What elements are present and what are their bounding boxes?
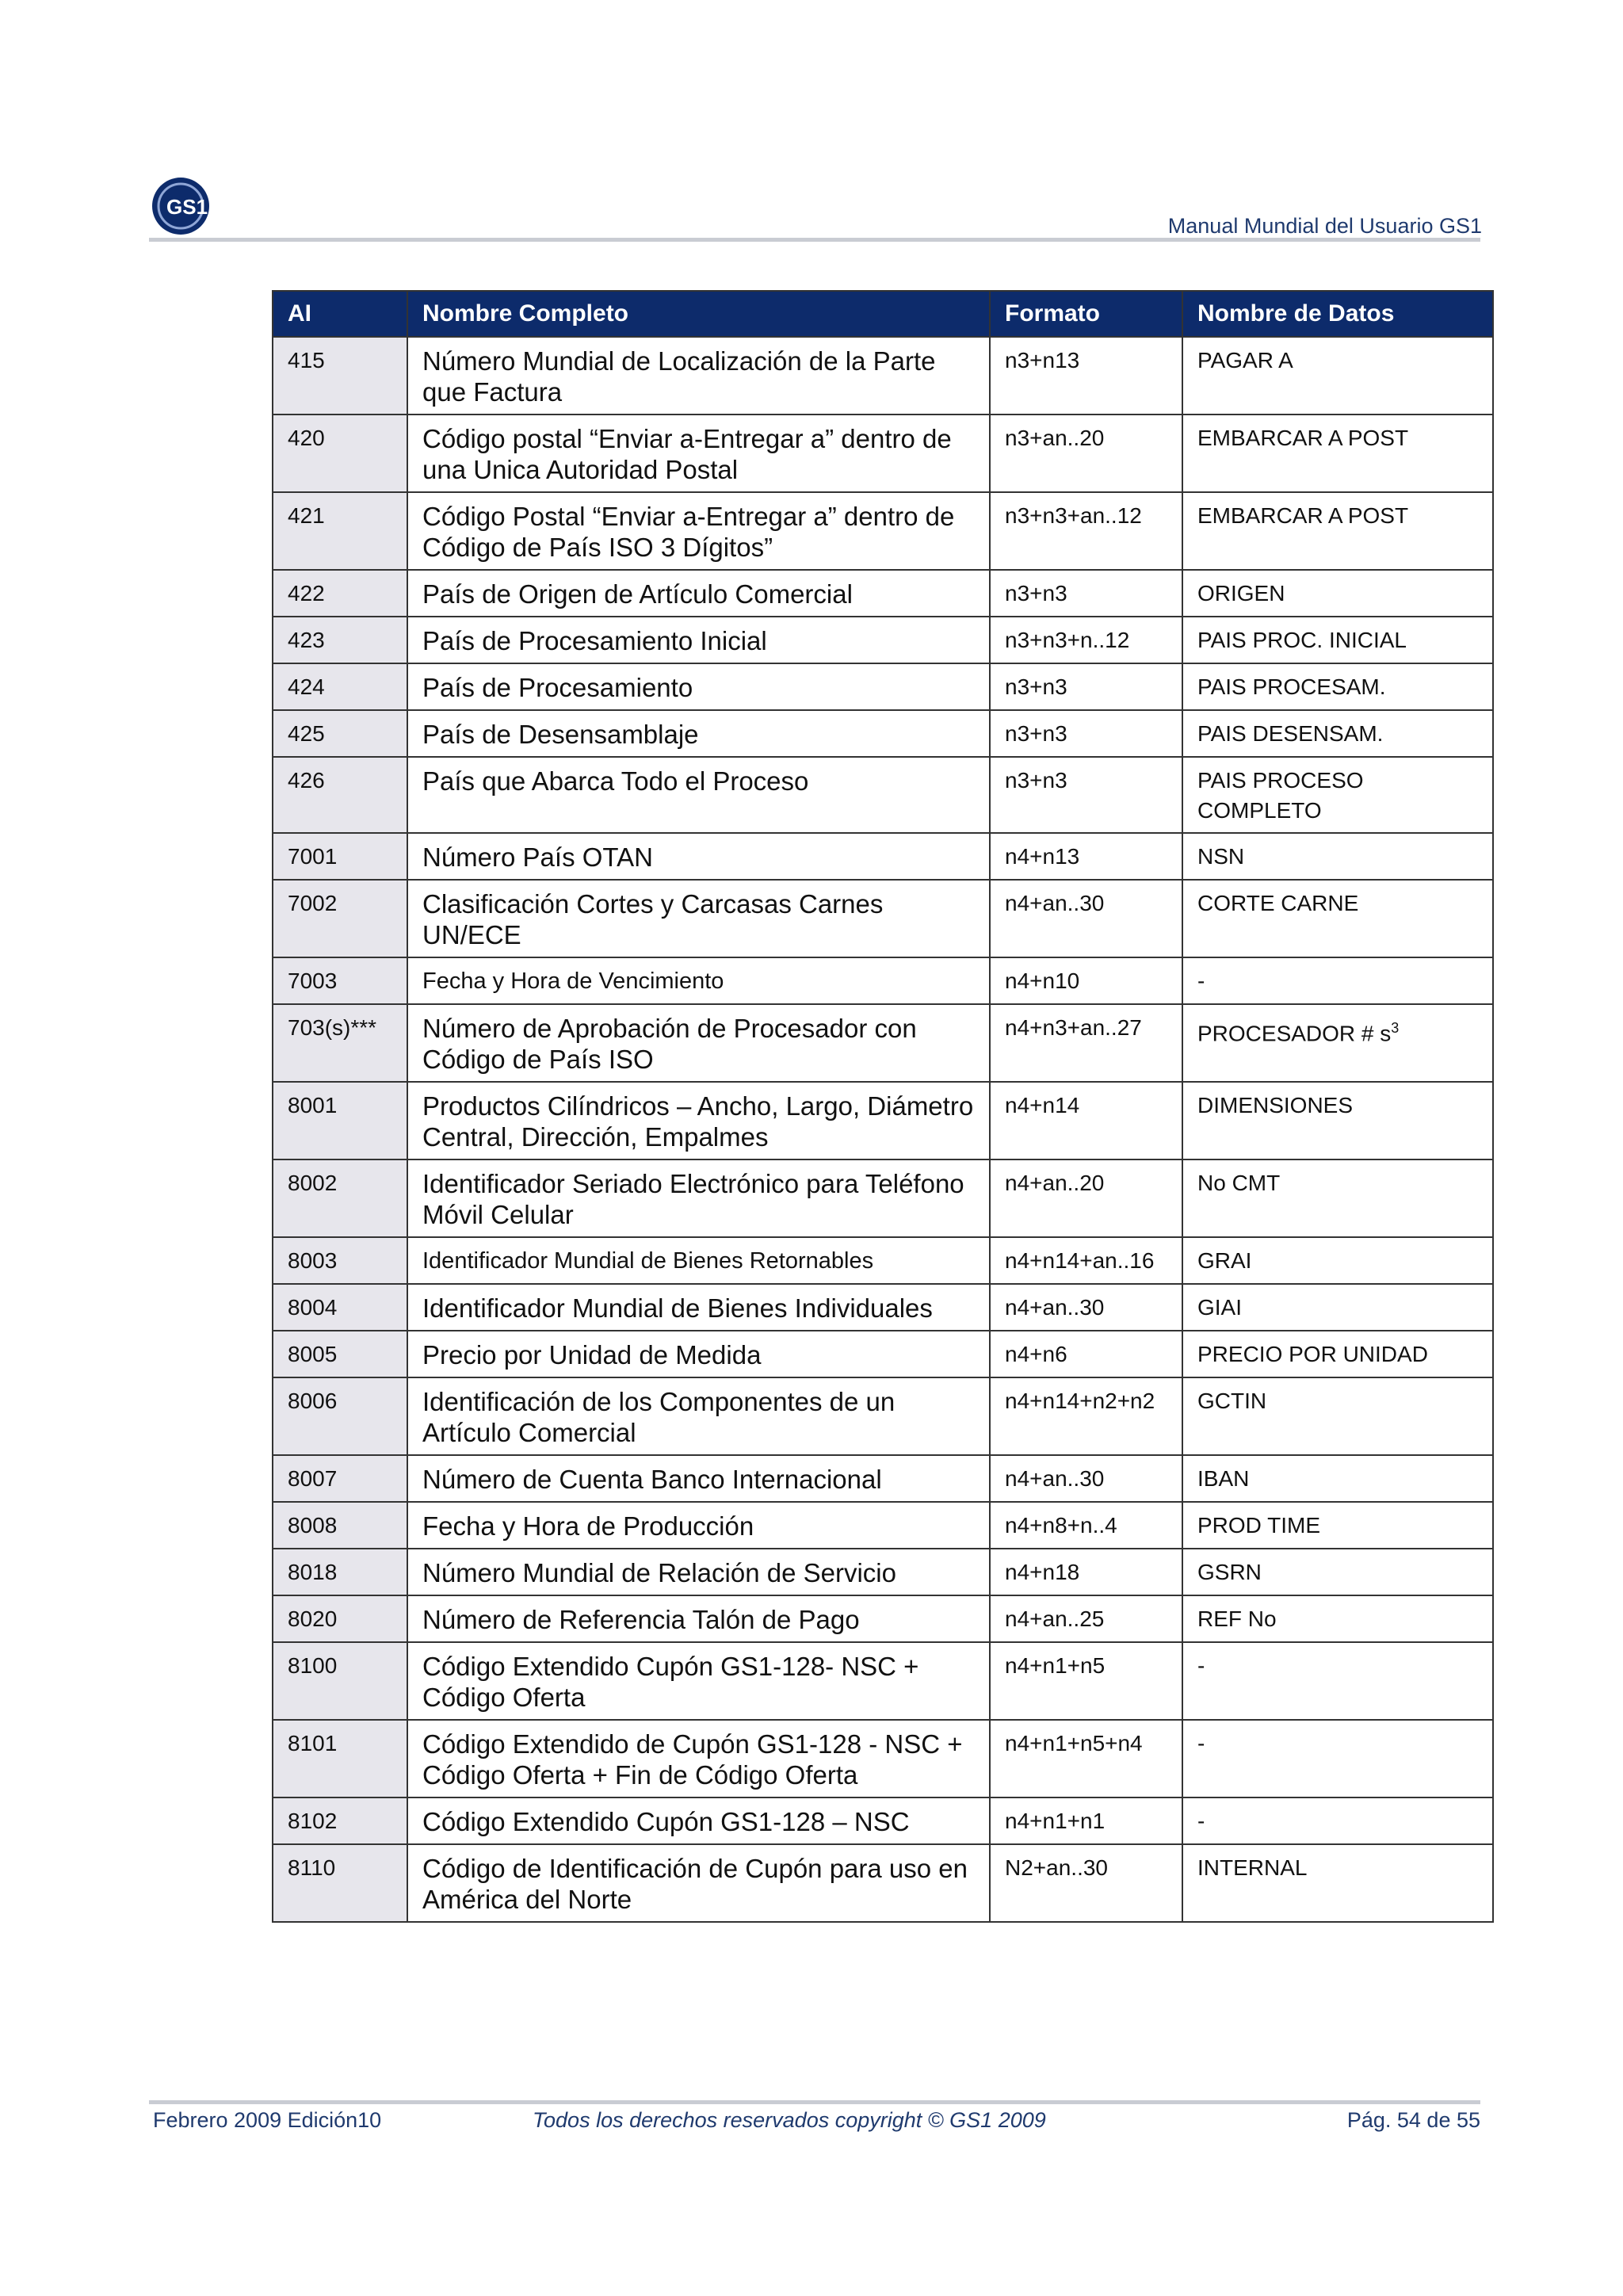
data-name-text: PAGAR A — [1197, 348, 1293, 372]
ai-code: 422 — [273, 570, 407, 617]
table-row — [273, 1377, 1493, 1455]
table-row — [273, 710, 1493, 757]
full-name: Número Mundial de Relación de Servicio — [407, 1549, 990, 1595]
data-name-text: REF No — [1197, 1606, 1277, 1631]
format: n3+n13 — [990, 337, 1182, 415]
format: n4+an..30 — [990, 880, 1182, 957]
full-name: País de Desensamblaje — [407, 710, 990, 757]
table-row — [273, 1455, 1493, 1502]
full-name: Código Extendido de Cupón GS1-128 - NSC + Código Oferta + Fin de Código Oferta — [407, 1720, 990, 1797]
format: n3+n3+n..12 — [990, 617, 1182, 663]
ai-code: 8007 — [273, 1455, 407, 1502]
full-name: Código de Identificación de Cupón para uso en América del Norte — [407, 1844, 990, 1922]
format: n4+n13 — [990, 833, 1182, 880]
ai-code: 8005 — [273, 1331, 407, 1377]
data-name-text: INTERNAL — [1197, 1855, 1308, 1880]
data-name-cell — [1182, 957, 1493, 1004]
data-name-text: PROCESADOR # s — [1197, 1021, 1392, 1046]
data-name-cell — [1182, 757, 1493, 833]
format: n4+n14+an..16 — [990, 1237, 1182, 1284]
table-body — [273, 337, 1493, 1922]
data-name-text: - — [1197, 968, 1205, 993]
table-row — [273, 880, 1493, 957]
format: n3+n3 — [990, 663, 1182, 710]
data-name-text: GSRN — [1197, 1560, 1262, 1584]
data-name-text: EMBARCAR A POST — [1197, 503, 1409, 528]
table-row — [273, 1549, 1493, 1595]
data-name-text: PAIS PROC. INICIAL — [1197, 628, 1407, 652]
format: n4+n3+an..27 — [990, 1004, 1182, 1082]
ai-table — [272, 290, 1494, 1923]
data-name-cell — [1182, 1377, 1493, 1455]
data-name-text: DIMENSIONES — [1197, 1093, 1354, 1117]
ai-code: 8110 — [273, 1844, 407, 1922]
logo-text: GS1 — [166, 195, 208, 219]
format: n4+n1+n5+n4 — [990, 1720, 1182, 1797]
full-name: Fecha y Hora de Vencimiento — [407, 957, 990, 1004]
ai-code: 7002 — [273, 880, 407, 957]
data-name-text: GCTIN — [1197, 1389, 1267, 1413]
format: n4+n1+n5 — [990, 1642, 1182, 1720]
format: n4+n18 — [990, 1549, 1182, 1595]
data-name-text: No CMT — [1197, 1171, 1281, 1195]
ai-code: 8006 — [273, 1377, 407, 1455]
data-name-cell — [1182, 1502, 1493, 1549]
data-name-cell — [1182, 1595, 1493, 1642]
data-name-text: - — [1197, 1653, 1205, 1678]
table-row — [273, 1502, 1493, 1549]
data-name-cell — [1182, 1237, 1493, 1284]
ai-code: 8102 — [273, 1797, 407, 1844]
format: n4+n10 — [990, 957, 1182, 1004]
table-row — [273, 1082, 1493, 1159]
table-row — [273, 957, 1493, 1004]
table-row — [273, 833, 1493, 880]
full-name: Código Extendido Cupón GS1-128 – NSC — [407, 1797, 990, 1844]
full-name: País de Procesamiento Inicial — [407, 617, 990, 663]
ai-code: 8002 — [273, 1159, 407, 1237]
data-name-cell — [1182, 833, 1493, 880]
data-name-cell — [1182, 1549, 1493, 1595]
gs1-logo — [151, 173, 222, 239]
data-name-text: ORIGEN — [1197, 581, 1285, 606]
table-row — [273, 1642, 1493, 1720]
data-name-cell — [1182, 1082, 1493, 1159]
full-name: Número de Referencia Talón de Pago — [407, 1595, 990, 1642]
footer-edition: Febrero 2009 Edición10 — [153, 2108, 382, 2132]
full-name: Número Mundial de Localización de la Parte que Factura — [407, 337, 990, 415]
data-name-cell — [1182, 492, 1493, 570]
table-row — [273, 1844, 1493, 1922]
format: n4+n6 — [990, 1331, 1182, 1377]
data-name-text: PRECIO POR UNIDAD — [1197, 1342, 1428, 1366]
data-name-cell — [1182, 415, 1493, 492]
ai-code: 415 — [273, 337, 407, 415]
table-row — [273, 570, 1493, 617]
full-name: Número de Aprobación de Procesador con Código de País ISO — [407, 1004, 990, 1082]
table-header-row — [273, 291, 1493, 337]
full-name: Fecha y Hora de Producción — [407, 1502, 990, 1549]
data-name-cell — [1182, 617, 1493, 663]
data-name-cell — [1182, 710, 1493, 757]
format: n4+n8+n..4 — [990, 1502, 1182, 1549]
ai-code: 8003 — [273, 1237, 407, 1284]
full-name: Identificador Seriado Electrónico para Teléfono Móvil Celular — [407, 1159, 990, 1237]
header-ai: AI — [273, 291, 407, 337]
ai-code: 8004 — [273, 1284, 407, 1331]
data-name-cell — [1182, 1720, 1493, 1797]
table-row — [273, 1284, 1493, 1331]
table-row — [273, 1004, 1493, 1082]
format: n4+n1+n1 — [990, 1797, 1182, 1844]
data-name-cell — [1182, 663, 1493, 710]
data-name-cell — [1182, 1004, 1493, 1082]
full-name: Identificador Mundial de Bienes Retornables — [407, 1237, 990, 1284]
full-name: Identificación de los Componentes de un Artículo Comercial — [407, 1377, 990, 1455]
data-name-text: CORTE CARNE — [1197, 891, 1359, 915]
ai-code: 423 — [273, 617, 407, 663]
ai-code: 426 — [273, 757, 407, 833]
full-name: Código postal “Enviar a-Entregar a” dentro de una Unica Autoridad Postal — [407, 415, 990, 492]
header-formato: Formato — [990, 291, 1182, 337]
ai-code: 7003 — [273, 957, 407, 1004]
data-name-cell — [1182, 1797, 1493, 1844]
full-name: Número de Cuenta Banco Internacional — [407, 1455, 990, 1502]
data-name-text: - — [1197, 1809, 1205, 1833]
format: n3+an..20 — [990, 415, 1182, 492]
full-name: Código Postal “Enviar a-Entregar a” dentro de Código de País ISO 3 Dígitos” — [407, 492, 990, 570]
table-row — [273, 1331, 1493, 1377]
data-name-text: GIAI — [1197, 1295, 1243, 1320]
format: n3+n3 — [990, 757, 1182, 833]
format: n3+n3 — [990, 570, 1182, 617]
full-name: País que Abarca Todo el Proceso — [407, 757, 990, 833]
table-row — [273, 1237, 1493, 1284]
ai-code: 424 — [273, 663, 407, 710]
format: n3+n3 — [990, 710, 1182, 757]
ai-code: 703(s)*** — [273, 1004, 407, 1082]
data-name-cell — [1182, 1284, 1493, 1331]
data-name-cell — [1182, 1844, 1493, 1922]
table-row — [273, 663, 1493, 710]
full-name: Número País OTAN — [407, 833, 990, 880]
data-name-text: PAIS DESENSAM. — [1197, 721, 1384, 746]
data-name-cell — [1182, 880, 1493, 957]
data-name-text: PAIS PROCESAM. — [1197, 674, 1386, 699]
ai-code: 8101 — [273, 1720, 407, 1797]
table-row — [273, 337, 1493, 415]
ai-code: 8020 — [273, 1595, 407, 1642]
data-name-cell — [1182, 1331, 1493, 1377]
data-name-cell — [1182, 337, 1493, 415]
full-name: Precio por Unidad de Medida — [407, 1331, 990, 1377]
format: n4+an..30 — [990, 1455, 1182, 1502]
header-divider — [149, 238, 1480, 242]
footer-divider — [149, 2100, 1480, 2104]
footer-page-number: Pág. 54 de 55 — [1346, 2108, 1480, 2132]
data-name-cell — [1182, 570, 1493, 617]
ai-code: 425 — [273, 710, 407, 757]
ai-code: 8100 — [273, 1642, 407, 1720]
data-name-text: IBAN — [1197, 1466, 1250, 1491]
format: n4+an..25 — [990, 1595, 1182, 1642]
full-name: País de Origen de Artículo Comercial — [407, 570, 990, 617]
ai-code: 8018 — [273, 1549, 407, 1595]
ai-code: 420 — [273, 415, 407, 492]
table-row — [273, 757, 1493, 833]
full-name: Código Extendido Cupón GS1-128- NSC + Código Oferta — [407, 1642, 990, 1720]
data-name-cell — [1182, 1159, 1493, 1237]
footer-copyright: Todos los derechos reservados copyright © GS1 2009 — [533, 2108, 1046, 2132]
format: n4+an..20 — [990, 1159, 1182, 1237]
data-name-superscript: 3 — [1391, 1020, 1400, 1036]
data-name-text: NSN — [1197, 844, 1245, 869]
table-row — [273, 1720, 1493, 1797]
ai-code: 7001 — [273, 833, 407, 880]
table-row — [273, 1797, 1493, 1844]
header-nombre-completo: Nombre Completo — [407, 291, 990, 337]
table-row — [273, 415, 1493, 492]
full-name: Productos Cilíndricos – Ancho, Largo, Diámetro Central, Dirección, Empalmes — [407, 1082, 990, 1159]
data-name-text: PAIS PROCESO COMPLETO — [1197, 768, 1364, 823]
ai-code: 421 — [273, 492, 407, 570]
data-name-text: GRAI — [1197, 1248, 1252, 1273]
data-name-text: EMBARCAR A POST — [1197, 426, 1409, 450]
data-name-cell — [1182, 1455, 1493, 1502]
format: n4+n14+n2+n2 — [990, 1377, 1182, 1455]
format: n4+n14 — [990, 1082, 1182, 1159]
data-name-text: - — [1197, 1731, 1205, 1755]
format: N2+an..30 — [990, 1844, 1182, 1922]
ai-code: 8001 — [273, 1082, 407, 1159]
table-row — [273, 617, 1493, 663]
header-title: Manual Mundial del Usuario GS1 — [1167, 214, 1482, 238]
format: n3+n3+an..12 — [990, 492, 1182, 570]
full-name: Identificador Mundial de Bienes Individuales — [407, 1284, 990, 1331]
table-row — [273, 1159, 1493, 1237]
full-name: Clasificación Cortes y Carcasas Carnes UN/ECE — [407, 880, 990, 957]
table-row — [273, 1595, 1493, 1642]
format: n4+an..30 — [990, 1284, 1182, 1331]
ai-code: 8008 — [273, 1502, 407, 1549]
data-name-cell — [1182, 1642, 1493, 1720]
data-name-text: PROD TIME — [1197, 1513, 1321, 1538]
table-row — [273, 492, 1493, 570]
full-name: País de Procesamiento — [407, 663, 990, 710]
header-nombre-de-datos: Nombre de Datos — [1182, 291, 1493, 337]
